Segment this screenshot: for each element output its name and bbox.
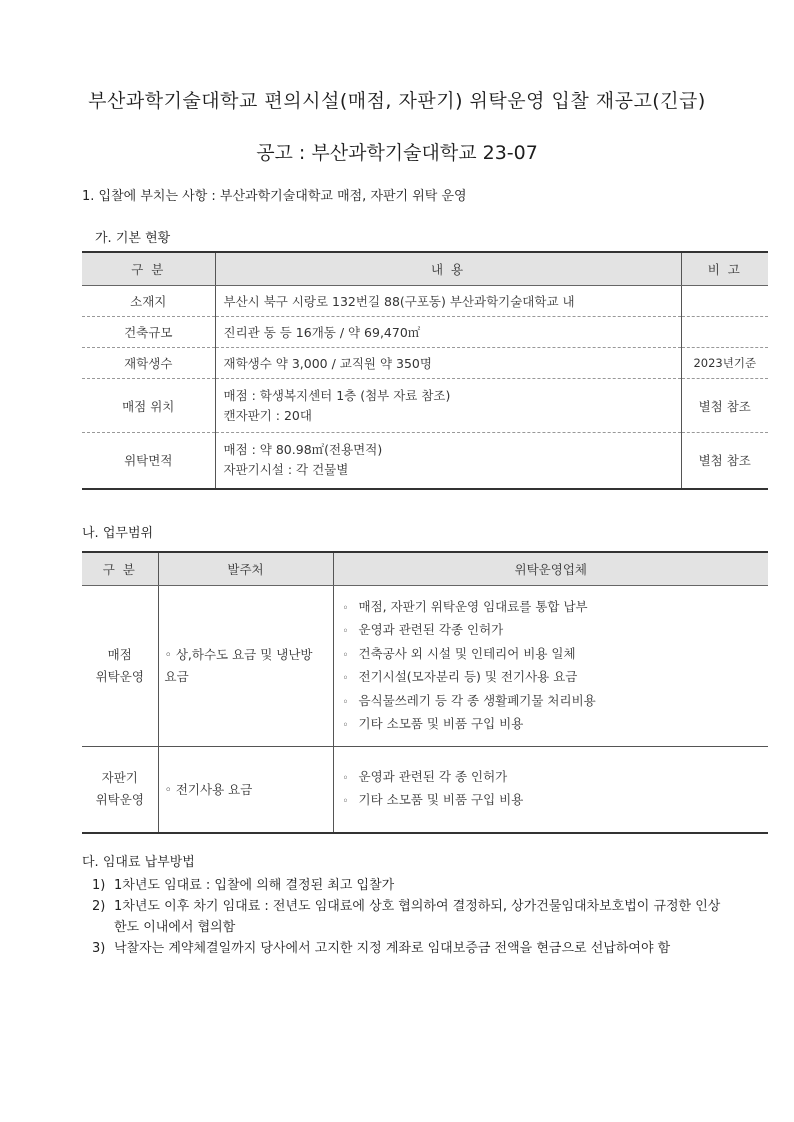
row-label-line: 위탁운영	[95, 792, 144, 808]
row-note	[681, 286, 768, 317]
section-1-heading: 1. 입찰에 부치는 사항 : 부산과학기술대학교 매점, 자판기 위탁 운영	[82, 189, 467, 204]
row-contractor	[333, 586, 768, 747]
list-item: ◦ 전기시설(모자분리 등) 및 전기사용 요금	[342, 669, 578, 684]
table-row	[82, 433, 768, 489]
row-client: ◦ 상,하수도 요금 및 냉난방 요금	[158, 586, 333, 747]
table-row	[82, 747, 768, 833]
rent-payment-heading: 다. 임대료 납부방법	[82, 855, 195, 870]
row-label: 소재지	[82, 286, 215, 317]
row-label: 위탁면적	[82, 433, 215, 489]
row-label: 건축규모	[82, 317, 215, 348]
row-content: 부산시 북구 시랑로 132번길 88(구포동) 부산과학기술대학교 내	[215, 286, 681, 317]
row-note	[681, 317, 768, 348]
list-item: ◦ 기타 소모품 및 비품 구입 비용	[342, 792, 524, 808]
step-number: 2)	[92, 899, 106, 914]
step-number: 1)	[92, 878, 106, 893]
table2-header-client: 발주처	[158, 552, 333, 586]
table-row	[82, 317, 768, 348]
row-label-line: 자판기	[101, 770, 138, 786]
table1-header-category: 구 분	[82, 252, 215, 286]
rent-payment-steps	[92, 875, 732, 959]
table-row	[82, 286, 768, 317]
row-content-line: 자판기시설 : 각 건물별	[223, 462, 349, 478]
row-content-line: 매점 : 학생복지센터 1층 (첨부 자료 참조)	[223, 387, 451, 403]
row-label	[82, 747, 158, 833]
row-label	[82, 586, 158, 747]
list-item: ◦ 음식물쓰레기 등 각 종 생활폐기물 처리비용	[342, 692, 596, 708]
table-row	[82, 379, 768, 433]
step-number: 3)	[92, 941, 106, 956]
step-text: 낙찰자는 계약체결일까지 당사에서 고지한 지정 계좌로 임대보증금 전액을 현금으로 선납하여야 함	[114, 941, 671, 956]
document-title: 부산과학기술대학교 편의시설(매점, 자판기) 위탁운영 입찰 재공고(긴급)	[88, 90, 706, 112]
step-text: 1차년도 임대료 : 입찰에 의해 결정된 최고 입찰가	[114, 878, 395, 893]
row-note: 2023년기준	[681, 348, 768, 379]
list-item	[92, 896, 732, 938]
list-item: ◦ 운영과 관련된 각 종 인허가	[342, 768, 508, 784]
table-row	[82, 586, 768, 747]
step-text: 1차년도 이후 차기 임대료 : 전년도 임대료에 상호 협의하여 결정하되, 상가건물임대차보호법이 규정한 인상한도 이내에서 협의함	[114, 899, 721, 935]
scope-table	[82, 551, 768, 834]
row-note: 별첨 참조	[681, 379, 768, 433]
basic-status-heading: 가. 기본 현황	[95, 231, 171, 246]
scope-heading: 나. 업무범위	[82, 526, 154, 541]
row-content: 재학생수 약 3,000 / 교직원 약 350명	[215, 348, 681, 379]
row-content-line: 캔자판기 : 20대	[223, 407, 312, 423]
list-item: ◦ 운영과 관련된 각종 인허가	[342, 622, 504, 637]
table1-header-content: 내 용	[215, 252, 681, 286]
basic-status-table	[82, 251, 768, 490]
notice-number: 공고 : 부산과학기술대학교 23-07	[256, 142, 538, 164]
row-label: 매점 위치	[82, 379, 215, 433]
row-label: 재학생수	[82, 348, 215, 379]
row-content: 진리관 동 등 16개동 / 약 69,470㎡	[215, 317, 681, 348]
row-content-line: 매점 : 약 80.98㎡(전용면적)	[223, 442, 383, 458]
table2-header-contractor: 위탁운영업체	[333, 552, 768, 586]
row-contractor	[333, 747, 768, 833]
table2-header-category: 구 분	[82, 552, 158, 586]
list-item: ◦ 기타 소모품 및 비품 구입 비용	[342, 716, 524, 731]
row-client: ◦ 전기사용 요금	[158, 747, 333, 833]
table1-header-note: 비 고	[681, 252, 768, 286]
table-row	[82, 348, 768, 379]
row-content	[215, 379, 681, 433]
list-item	[92, 938, 732, 959]
row-note: 별첨 참조	[681, 433, 768, 489]
row-label-line: 매점	[107, 647, 132, 662]
list-item: ◦ 매점, 자판기 위탁운영 임대료를 통합 납부	[342, 598, 588, 614]
row-label-line: 위탁운영	[95, 669, 144, 684]
list-item: ◦ 건축공사 외 시설 및 인테리어 비용 일체	[342, 645, 576, 661]
list-item	[92, 875, 732, 896]
row-content	[215, 433, 681, 489]
